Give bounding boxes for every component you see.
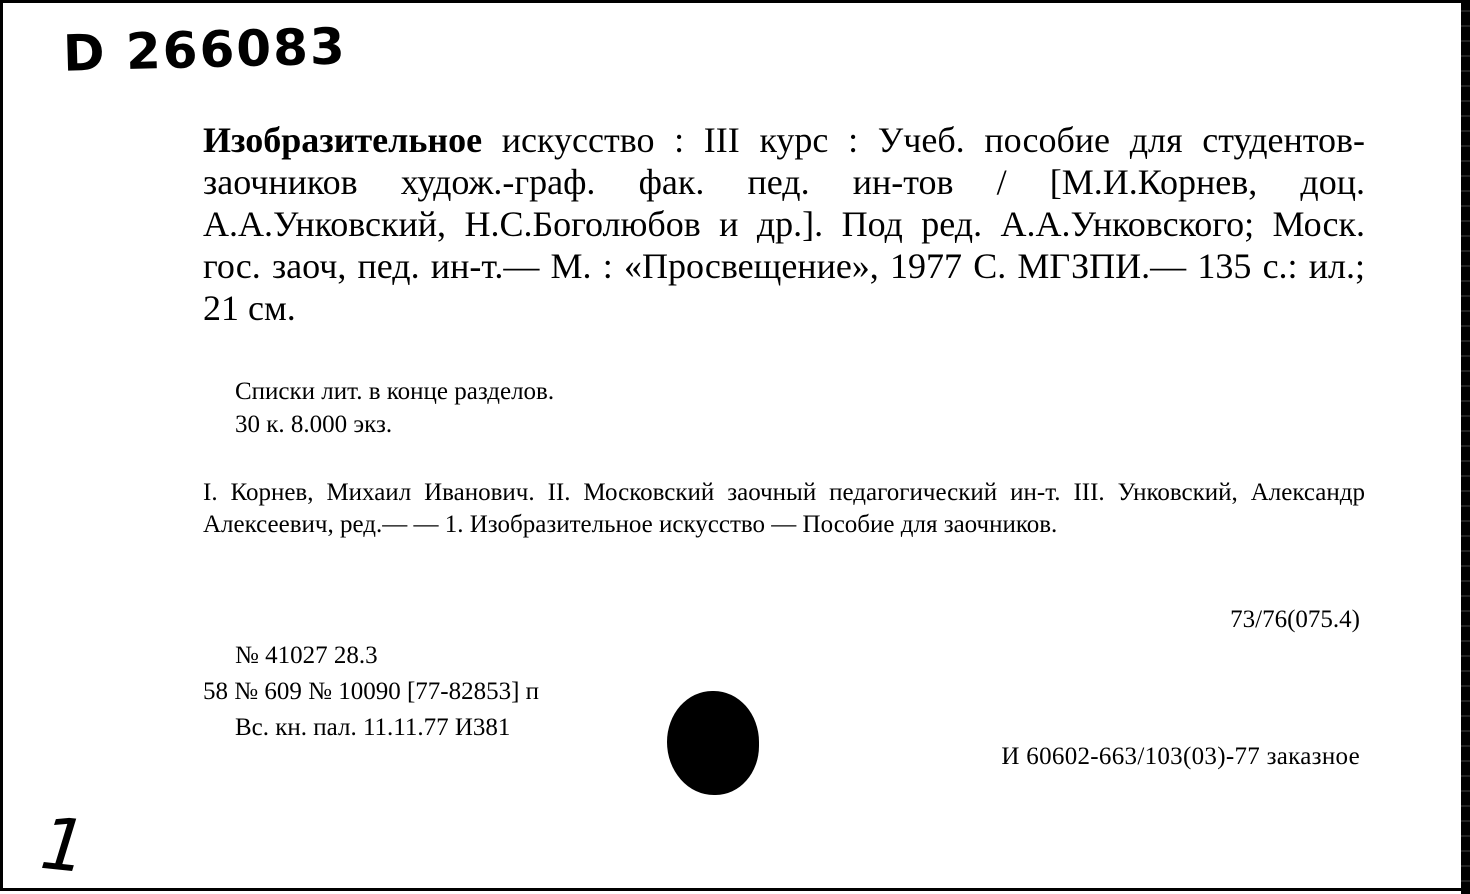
order-line: № 41027 28.3 bbox=[235, 642, 378, 669]
udc-code: 73/76(075.4) bbox=[1230, 606, 1360, 633]
punch-hole bbox=[667, 691, 759, 795]
note-price-run: 30 к. 8.000 экз. bbox=[235, 411, 393, 438]
notes bbox=[235, 375, 554, 441]
main-entry-lead: Изобразительное bbox=[203, 120, 483, 160]
order-info bbox=[203, 638, 539, 746]
tracing: I. Корнев, Михаил Иванович. II. Московский заочный педагогический ин-т. III. Унковский, Александр Алексеевич, ред.— — 1. Изобразительное искусство — Пособие для заочников. bbox=[203, 479, 1365, 538]
edition-code: И 60602-663/103(03)-77 заказное bbox=[1001, 743, 1360, 770]
scan-edge bbox=[1461, 3, 1470, 894]
order-line: Вс. кн. пал. 11.11.77 И381 bbox=[235, 714, 511, 741]
order-line: 58 № 609 № 10090 [77-82853] п bbox=[203, 678, 540, 705]
main-entry bbox=[203, 119, 1365, 329]
call-number: D 266083 bbox=[62, 17, 348, 83]
main-entry-body: искусство : III курс : Учеб. пособие для студентов-заочников худож.-граф. фак. пед. ин-тов / [М.И.Корнев, доц. А.А.Унковский, Н.С.Боголюбов и др.]. Под ред. А.А.Унковского; Моск. гос. заоч, пед. ин-т.— М. : «Просвещение», 1977 С. МГЗПИ.— 135 с.: ил.; 21 см. bbox=[203, 120, 1365, 328]
note-bibliography: Списки лит. в конце разделов. bbox=[235, 378, 555, 405]
shelf-mark: 1 bbox=[36, 800, 92, 890]
